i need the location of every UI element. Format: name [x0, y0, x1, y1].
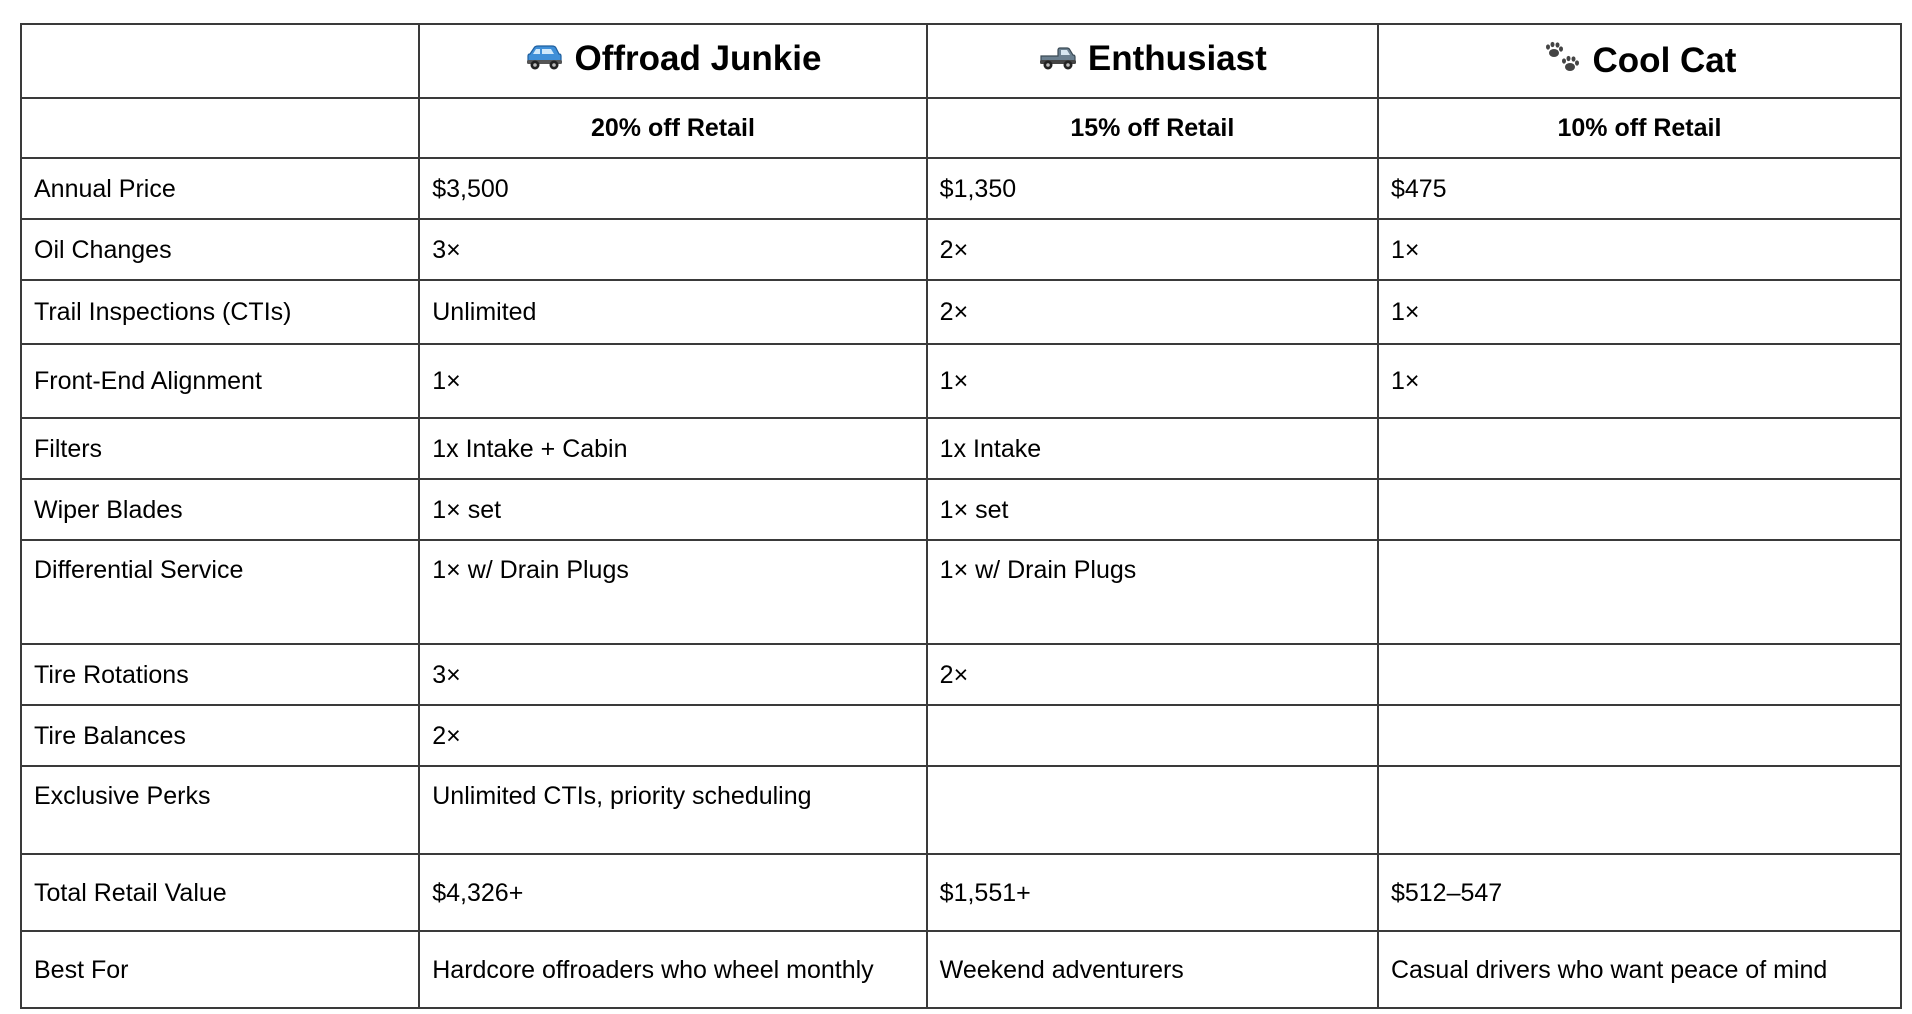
discount-cell: 15% off Retail	[927, 98, 1378, 158]
table-cell	[1378, 705, 1901, 766]
table-cell: 1×	[419, 344, 926, 418]
table-row	[21, 644, 1901, 705]
row-label: Best For	[21, 931, 419, 1008]
row-label: Trail Inspections (CTIs)	[21, 280, 419, 344]
table-row	[21, 931, 1901, 1008]
table-cell: 1× set	[927, 479, 1378, 540]
row-label: Exclusive Perks	[21, 766, 419, 854]
row-label: Total Retail Value	[21, 854, 419, 931]
table-cell: Hardcore offroaders who wheel monthly	[419, 931, 926, 1008]
table-row	[21, 280, 1901, 344]
plan-name: Offroad Junkie	[574, 38, 822, 78]
table-cell: $475	[1378, 158, 1901, 219]
table-cell: 2×	[927, 219, 1378, 280]
table-row	[21, 219, 1901, 280]
table-cell	[927, 705, 1378, 766]
discount-row	[21, 98, 1901, 158]
table-cell: 1× w/ Drain Plugs	[927, 540, 1378, 644]
table-cell: $512–547	[1378, 854, 1901, 931]
table-row	[21, 158, 1901, 219]
table-cell	[1378, 644, 1901, 705]
table-cell: 1×	[1378, 219, 1901, 280]
paw-prints-icon	[1543, 41, 1583, 82]
table-row	[21, 854, 1901, 931]
table-cell: $4,326+	[419, 854, 926, 931]
table-cell: 3×	[419, 219, 926, 280]
table-cell: $3,500	[419, 158, 926, 219]
table-cell: 2×	[419, 705, 926, 766]
table-cell: 2×	[927, 644, 1378, 705]
empty-discount-label-cell	[21, 98, 419, 158]
plan-name: Enthusiast	[1087, 38, 1267, 78]
table-cell: 2×	[927, 280, 1378, 344]
table-row	[21, 344, 1901, 418]
table-cell: Unlimited CTIs, priority scheduling	[419, 766, 926, 854]
row-label: Tire Balances	[21, 705, 419, 766]
row-label: Annual Price	[21, 158, 419, 219]
table-cell: $1,350	[927, 158, 1378, 219]
table-row	[21, 479, 1901, 540]
row-label: Differential Service	[21, 540, 419, 644]
discount-cell: 20% off Retail	[419, 98, 926, 158]
row-label: Tire Rotations	[21, 644, 419, 705]
table-cell: 1x Intake + Cabin	[419, 418, 926, 479]
pickup-truck-icon	[1038, 43, 1078, 80]
discount-cell: 10% off Retail	[1378, 98, 1901, 158]
plan-comparison-table	[20, 23, 1902, 1009]
table-cell: 1×	[1378, 344, 1901, 418]
plan-header-enthusiast	[927, 24, 1378, 98]
table-row	[21, 705, 1901, 766]
table-cell	[1378, 540, 1901, 644]
suv-car-icon	[524, 43, 564, 80]
table-cell: 1×	[927, 344, 1378, 418]
table-cell	[1378, 479, 1901, 540]
table-cell: 3×	[419, 644, 926, 705]
plan-name: Cool Cat	[1592, 40, 1737, 80]
plan-header-cool-cat	[1378, 24, 1901, 98]
table-cell: 1× set	[419, 479, 926, 540]
table-cell: Unlimited	[419, 280, 926, 344]
table-row	[21, 540, 1901, 644]
plan-header-offroad-junkie	[419, 24, 926, 98]
table-cell	[1378, 418, 1901, 479]
plan-header-row	[21, 24, 1901, 98]
table-cell: $1,551+	[927, 854, 1378, 931]
table-cell	[1378, 766, 1901, 854]
table-row	[21, 418, 1901, 479]
table-cell: 1× w/ Drain Plugs	[419, 540, 926, 644]
row-label: Filters	[21, 418, 419, 479]
table-row	[21, 766, 1901, 854]
table-cell: 1×	[1378, 280, 1901, 344]
row-label: Wiper Blades	[21, 479, 419, 540]
row-label: Oil Changes	[21, 219, 419, 280]
table-cell: Casual drivers who want peace of mind	[1378, 931, 1901, 1008]
table-cell: 1x Intake	[927, 418, 1378, 479]
table-cell	[927, 766, 1378, 854]
row-label: Front-End Alignment	[21, 344, 419, 418]
empty-header-cell	[21, 24, 419, 98]
table-cell: Weekend adventurers	[927, 931, 1378, 1008]
